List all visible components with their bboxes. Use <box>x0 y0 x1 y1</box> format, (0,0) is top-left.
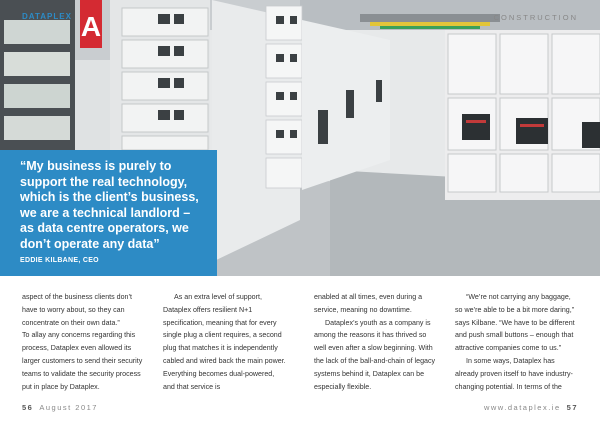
paragraph: As an extra level of support, Dataplex offers resilient N+1 specification, meaning that for every single plug a client requires, a second plug that matches it is independently cabled and wired back the main power. Everything becomes dual-powered, and that service is <box>163 293 286 391</box>
article-body <box>0 291 600 391</box>
footer-right <box>484 403 578 412</box>
pull-quote-text: “My business is purely to support the real technology, which is the client’s business, we are a technical landlord – as data centre operators, we don’t operate any data” <box>20 159 199 251</box>
pull-quote-author: EDDIE KILBANE, CEO <box>20 257 99 264</box>
left-page-number: 56 <box>22 403 34 412</box>
website-link[interactable]: www.dataplex.ie <box>483 403 561 412</box>
paragraph: Dataplex’s youth as a company is among the reasons it has thrived so well even after a slow beginning. With the lack of the ball-and-chain of legacy systems behind it, Dataplex can be especially flexible. <box>314 318 436 391</box>
article-column-1 <box>22 291 146 393</box>
paragraph: enabled at all times, even during a service, meaning no downtime. <box>314 293 423 314</box>
article-column-4 <box>455 291 579 393</box>
article-column-2 <box>163 291 287 393</box>
paragraph: To allay any concerns regarding this process, Dataplex even allowed its larger customers to send their security teams to validate the security process put in place by Dataplex. <box>22 331 143 391</box>
magazine-masthead: DATAPLEX <box>22 12 72 21</box>
section-label: CONSTRUCTION <box>493 13 578 22</box>
right-page-number: 57 <box>566 403 578 412</box>
footer-left <box>22 403 98 412</box>
article-column-3 <box>314 291 438 393</box>
paragraph: aspect of the business clients don’t have to worry about, so they can concentrate on their own data.” <box>22 293 133 327</box>
issue-date: August 2017 <box>39 403 98 412</box>
paragraph: “We’re not carrying any baggage, so we’re able to be a bit more daring,” says Kilbane. “We have to be different and push small buttons – enough that attractive companies come to us.” <box>455 293 575 353</box>
door-letter: A <box>80 11 102 42</box>
paragraph: In some ways, Dataplex has already proven itself to have industry-changing potential. In terms of the <box>455 356 573 391</box>
pull-quote-box <box>0 150 217 276</box>
